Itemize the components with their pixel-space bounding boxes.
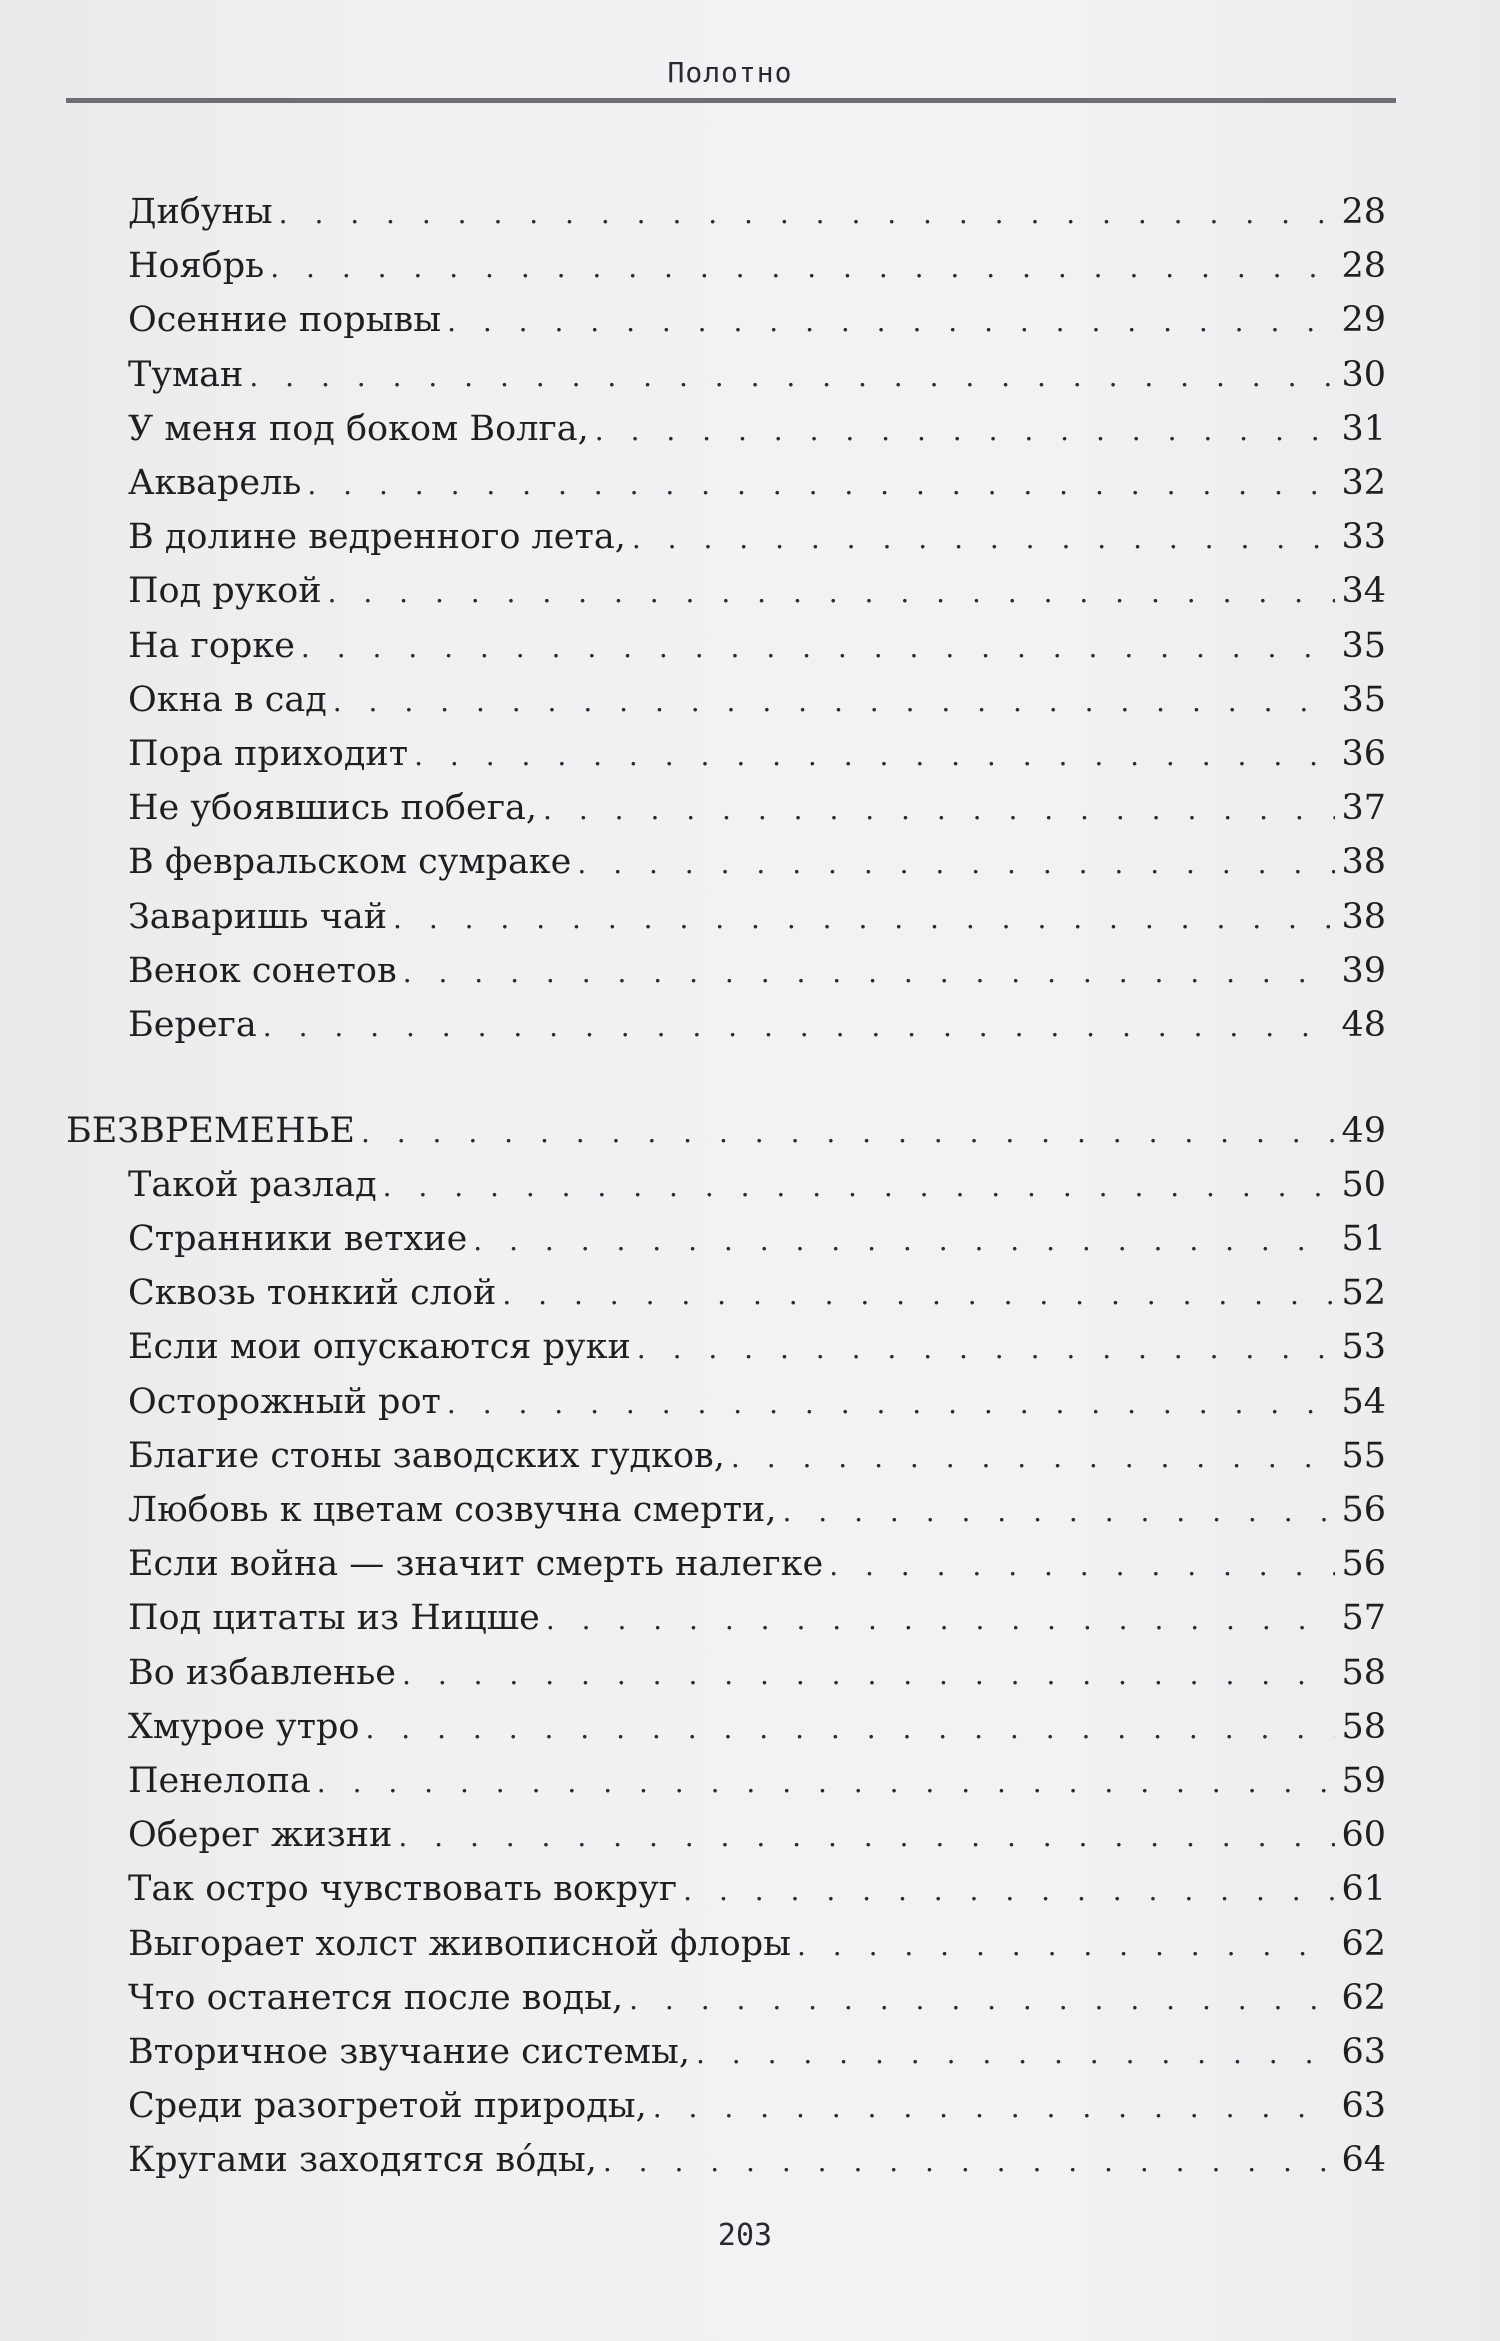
dot-leader	[632, 512, 1336, 566]
toc-entry-title: Осенние порывы	[128, 300, 442, 341]
dot-leader	[317, 1756, 1336, 1810]
dot-leader	[383, 1160, 1336, 1214]
toc-entry	[128, 1320, 1386, 1374]
toc-entry-page: 62	[1341, 1923, 1386, 1964]
toc-entry-title: Под рукой	[128, 571, 322, 612]
dot-leader	[473, 1214, 1335, 1268]
toc-entry-title: Во избавленье	[128, 1652, 397, 1693]
toc-entry-page: 35	[1341, 679, 1386, 720]
toc-entry-page: 29	[1341, 300, 1386, 341]
toc-entry	[128, 1862, 1386, 1916]
toc-entry-title: Пора приходит	[128, 734, 409, 774]
dot-leader	[637, 1322, 1336, 1376]
toc-entry-title: Любовь к цветам созвучна смерти,	[128, 1490, 777, 1531]
toc-entry-page: 39	[1341, 950, 1386, 991]
dot-leader	[414, 729, 1335, 783]
dot-leader	[307, 458, 1335, 512]
toc-entry	[128, 619, 1386, 673]
toc-entry-page: 37	[1341, 788, 1386, 829]
dot-leader	[653, 2081, 1336, 2135]
toc-entry	[128, 2133, 1386, 2187]
toc-entry-title: Не убоявшись побега,	[128, 788, 538, 829]
toc-entry-page: 57	[1341, 1598, 1386, 1639]
toc-entry-page: 60	[1341, 1815, 1386, 1856]
dot-leader	[629, 1973, 1335, 2027]
toc-entry	[128, 348, 1386, 402]
dot-leader	[543, 783, 1335, 837]
toc-entry-title: Туман	[128, 354, 244, 395]
toc-entry-page: 36	[1341, 734, 1386, 774]
toc-entry-page: 34	[1341, 571, 1386, 612]
dot-leader	[393, 892, 1335, 946]
toc-entry	[128, 1266, 1386, 1320]
toc-entry-title: На горке	[128, 625, 295, 666]
toc-entry	[128, 1375, 1386, 1429]
dot-leader	[398, 1810, 1335, 1864]
toc-entry-page: 28	[1341, 192, 1386, 232]
toc-entry-title: Сквозь тонкий слой	[128, 1273, 497, 1314]
toc-entry	[128, 510, 1386, 564]
toc-entry-title: Под цитаты из Ницше	[128, 1598, 540, 1639]
toc-entry-page: 31	[1341, 408, 1386, 449]
toc-entry-title: Среди разогретой природы,	[128, 2086, 647, 2127]
toc-entry	[128, 998, 1386, 1052]
toc-entry	[128, 456, 1386, 510]
page-number: 203	[717, 2218, 773, 2253]
dot-leader	[279, 187, 1336, 241]
running-header-title: Полотно	[667, 56, 793, 89]
toc-entry-page: 58	[1341, 1652, 1386, 1693]
toc-section-heading	[66, 1104, 1386, 1158]
dot-leader	[829, 1539, 1335, 1593]
toc-entry-page: 38	[1341, 842, 1386, 883]
toc-entry-page: 50	[1341, 1164, 1386, 1205]
dot-leader	[263, 1000, 1336, 1054]
toc-entry	[128, 1591, 1386, 1645]
toc-entry-page: 33	[1341, 517, 1386, 558]
toc-entry	[128, 239, 1386, 293]
toc-entry-page: 61	[1341, 1869, 1386, 1910]
toc-entry-title: Пенелопа	[128, 1761, 311, 1802]
toc-entry-page: 62	[1341, 1977, 1386, 2018]
dot-leader	[328, 566, 1336, 620]
toc-entry	[128, 727, 1386, 781]
toc-entry-page: 59	[1341, 1761, 1386, 1802]
dot-leader	[403, 946, 1336, 1000]
toc-entry	[128, 1537, 1386, 1591]
toc-entry	[128, 1917, 1386, 1971]
toc-entry	[128, 185, 1386, 239]
toc-entry	[128, 673, 1386, 727]
dot-leader	[365, 1702, 1335, 1756]
toc-entry-page: 53	[1341, 1327, 1386, 1368]
toc-entry-page: 56	[1341, 1544, 1386, 1585]
toc-entry	[128, 944, 1386, 998]
dot-leader	[447, 295, 1335, 349]
dot-leader	[731, 1431, 1336, 1485]
toc-entry-title: Хмурое утро	[128, 1706, 360, 1747]
toc-entry-page: 30	[1341, 354, 1386, 395]
toc-entry-title: Такой разлад	[128, 1164, 377, 1205]
toc-entry-title: У меня под боком Волга,	[128, 408, 589, 449]
toc-entry	[128, 293, 1386, 347]
toc-entry-title: БЕЗВРЕМЕНЬЕ	[66, 1110, 355, 1151]
toc-entry-title: В февральском сумраке	[128, 842, 572, 883]
toc-entry-page: 28	[1341, 246, 1386, 287]
toc-entry-page: 58	[1341, 1706, 1386, 1747]
dot-leader	[361, 1106, 1336, 1160]
toc-entry	[128, 1754, 1386, 1808]
dot-leader	[249, 350, 1335, 404]
toc-entry-title: Так остро чувствовать вокруг	[128, 1869, 678, 1910]
toc-entry	[128, 1429, 1386, 1483]
toc-entry	[128, 1483, 1386, 1537]
toc-entry-page: 35	[1341, 625, 1386, 666]
toc-entry-page: 49	[1341, 1110, 1386, 1151]
toc-entry-title: Выгорает холст живописной флоры	[128, 1923, 791, 1964]
dot-leader	[333, 675, 1336, 729]
toc-entry-title: Оберег жизни	[128, 1815, 393, 1856]
dot-leader	[595, 404, 1336, 458]
toc-entry-page: 63	[1341, 2086, 1386, 2127]
dot-leader	[301, 621, 1336, 675]
toc-entry-title: Странники ветхие	[128, 1219, 468, 1260]
toc-entry-title: Венок сонетов	[128, 950, 397, 991]
toc-entry	[128, 1808, 1386, 1862]
toc-entry	[128, 402, 1386, 456]
toc-entry	[128, 1212, 1386, 1266]
toc-entry	[128, 1700, 1386, 1754]
toc-entry-page: 55	[1341, 1435, 1386, 1476]
toc-entry-title: В долине ведренного лета,	[128, 517, 626, 558]
toc-entry	[128, 890, 1386, 944]
dot-leader	[696, 2027, 1335, 2081]
dot-leader	[270, 241, 1335, 295]
toc-entry-title: Дибуны	[128, 192, 273, 232]
toc-entry	[128, 1646, 1386, 1700]
dot-leader	[402, 1648, 1335, 1702]
dot-leader	[447, 1377, 1336, 1431]
toc-entry	[128, 781, 1386, 835]
toc-entry-page: 54	[1341, 1381, 1386, 1422]
dot-leader	[502, 1268, 1335, 1322]
toc-entry-title: Если война — значит смерть налегке	[128, 1544, 824, 1585]
toc-entry-title: Ноябрь	[128, 246, 265, 287]
toc-entry-title: Акварель	[128, 463, 302, 503]
toc-entry-title: Что останется после воды,	[128, 1977, 624, 2018]
toc-entry-page: 51	[1341, 1219, 1386, 1260]
toc-entry-title: Берега	[128, 1005, 257, 1045]
dot-leader	[683, 1864, 1335, 1918]
header-rule	[66, 98, 1396, 103]
toc-entry-page: 38	[1341, 896, 1386, 937]
toc-entry-page: 52	[1341, 1273, 1386, 1314]
dot-leader	[546, 1593, 1336, 1647]
toc-entry	[128, 2025, 1386, 2079]
toc-entry-page: 56	[1341, 1490, 1386, 1531]
toc-entry	[128, 1158, 1386, 1212]
toc-entry	[128, 835, 1386, 889]
toc-entry-page: 64	[1341, 2140, 1386, 2181]
dot-leader	[577, 837, 1335, 891]
dot-leader	[797, 1919, 1335, 1973]
toc-entry-title: Заваришь чай	[128, 896, 388, 937]
toc-entry-page: 48	[1341, 1005, 1386, 1045]
toc-entry	[128, 1971, 1386, 2025]
toc-entry-title: Вторичное звучание системы,	[128, 2032, 690, 2073]
toc-entry-title: Если мои опускаются руки	[128, 1327, 631, 1368]
toc-entry	[128, 2079, 1386, 2133]
toc-entry-page: 63	[1341, 2032, 1386, 2073]
toc-entry-title: Окна в сад	[128, 679, 327, 720]
toc-entry-title: Кругами заходятся во́ды,	[128, 2140, 597, 2181]
toc-entry-title: Осторожный рот	[128, 1381, 441, 1422]
dot-leader	[603, 2135, 1336, 2189]
toc-entry	[128, 564, 1386, 618]
dot-leader	[783, 1485, 1336, 1539]
toc-entry-title: Благие стоны заводских гудков,	[128, 1435, 725, 1476]
toc-entry-page: 32	[1341, 463, 1386, 503]
